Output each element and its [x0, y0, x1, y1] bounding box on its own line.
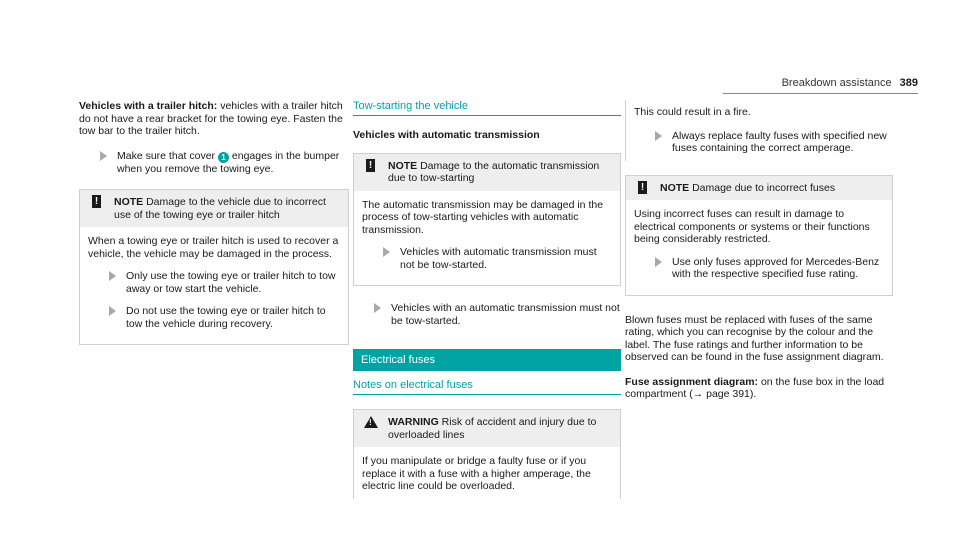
- diagram-bold: Fuse assignment diagram:: [625, 375, 759, 388]
- step-text: Only use the towing eye or trailer hitch to tow away or tow start the vehicle.: [126, 270, 336, 295]
- note-body-text: The automatic transmission may be damaged in the process of tow-starting vehicles with automatic transmission.: [362, 198, 604, 236]
- page-number: 389: [899, 77, 918, 89]
- warning-label: WARNING: [388, 416, 439, 428]
- step-text: Use only fuses approved for Mercedes-Benz with the respective specified fuse rating.: [672, 255, 880, 280]
- section-title: Breakdown assistance: [781, 77, 892, 89]
- note-header: [80, 190, 348, 227]
- note-label: NOTE: [388, 159, 418, 172]
- continuation-step: [634, 130, 893, 161]
- note-box: [353, 153, 621, 287]
- subheading-automatic: Vehicles with automatic transmission: [353, 129, 540, 141]
- bullet-arrow-icon: [655, 257, 662, 267]
- blown-fuses-paragraph: Blown fuses must be replaced with fuses of the same rating, which you can recognise by the colour and the label. The fuse ratings and further information to be observed can be found in the fuse assignment diagram.: [625, 313, 884, 363]
- note-step: [634, 256, 884, 281]
- step-text: engages in the bumper when you remove the towing eye.: [117, 149, 340, 175]
- note-body: [626, 200, 892, 295]
- note-label: NOTE: [660, 181, 690, 194]
- note-box: [79, 189, 349, 345]
- exclamation-icon: !: [366, 159, 375, 172]
- bullet-arrow-icon: [109, 271, 116, 281]
- note-title: Damage to the automatic transmission due to tow-starting: [388, 159, 600, 184]
- note-body-text: Using incorrect fuses can result in damage to electrical components or systems or their functions being considerably restricted.: [634, 208, 870, 245]
- step-text: Always replace faulty fuses with specified new fuses containing the correct amperage.: [672, 129, 887, 154]
- bullet-arrow-icon: [655, 131, 662, 141]
- header-rule: [723, 93, 918, 94]
- bullet-arrow-icon: [109, 306, 116, 316]
- bullet-arrow-icon: [383, 247, 390, 257]
- callout-badge: 1: [218, 152, 229, 163]
- step-text: Vehicles with automatic transmission must not be tow-started.: [400, 246, 597, 271]
- bullet-arrow-icon: [100, 151, 107, 161]
- note-title: Damage to the vehicle due to incorrect use of the towing eye or trailer hitch: [114, 196, 326, 221]
- page-header: [782, 77, 918, 90]
- column-2: [353, 100, 621, 499]
- step-cover: [79, 150, 349, 176]
- note-box: [625, 175, 893, 296]
- warning-box: [353, 409, 621, 499]
- step-text: Do not use the towing eye or trailer hitch to tow the vehicle during recovery.: [126, 305, 326, 330]
- bullet-arrow-icon: [374, 303, 381, 313]
- intro-bold: Vehicles with a trailer hitch:: [79, 100, 218, 112]
- column-1: [79, 100, 349, 345]
- note-body: [354, 191, 620, 286]
- exclamation-icon: !: [92, 195, 101, 208]
- step-no-tow-start: [353, 302, 621, 327]
- note-label: NOTE: [114, 196, 144, 208]
- note-step: [362, 246, 612, 271]
- warning-header: [354, 410, 620, 447]
- step-text: Vehicles with an automatic transmission must not be tow-started.: [391, 302, 620, 327]
- warning-body-text: If you manipulate or bridge a faulty fuse or if you replace it with a fuse with a higher amperage, the electric line could be overloaded.: [362, 455, 591, 492]
- section-heading-tow-starting: Tow-starting the vehicle: [353, 100, 621, 116]
- column-3: [625, 100, 893, 413]
- note-header: [354, 154, 620, 191]
- fuse-diagram-paragraph: [625, 376, 893, 401]
- step-text: Make sure that cover: [117, 149, 218, 162]
- diagram-text: on the fuse box in the load compartment (→ page 391).: [625, 375, 885, 400]
- note-body: [80, 227, 348, 344]
- note-step-1: [88, 270, 340, 295]
- note-header: [626, 176, 892, 201]
- exclamation-icon: !: [638, 181, 647, 194]
- note-body-text: When a towing eye or trailer hitch is used to recover a vehicle, the vehicle may be damaged in the process.: [88, 235, 339, 260]
- warning-mark: !: [369, 418, 372, 427]
- warning-body: [354, 447, 620, 499]
- note-title: Damage due to incorrect fuses: [689, 181, 836, 194]
- intro-text: vehicles with a trailer hitch do not have a rear bracket for the towing eye. Fasten the tow bar to the trailer hitch.: [79, 100, 343, 137]
- section-bar-electrical-fuses: Electrical fuses: [353, 349, 621, 371]
- subsection-heading-fuse-notes: Notes on electrical fuses: [353, 379, 621, 395]
- note-step-2: [88, 305, 340, 330]
- trailer-hitch-intro: [79, 100, 349, 138]
- continuation-text: This could result in a fire.: [634, 106, 751, 118]
- warning-continuation: [625, 100, 893, 161]
- warning-title: Risk of accident and injury due to overloaded lines: [388, 416, 597, 441]
